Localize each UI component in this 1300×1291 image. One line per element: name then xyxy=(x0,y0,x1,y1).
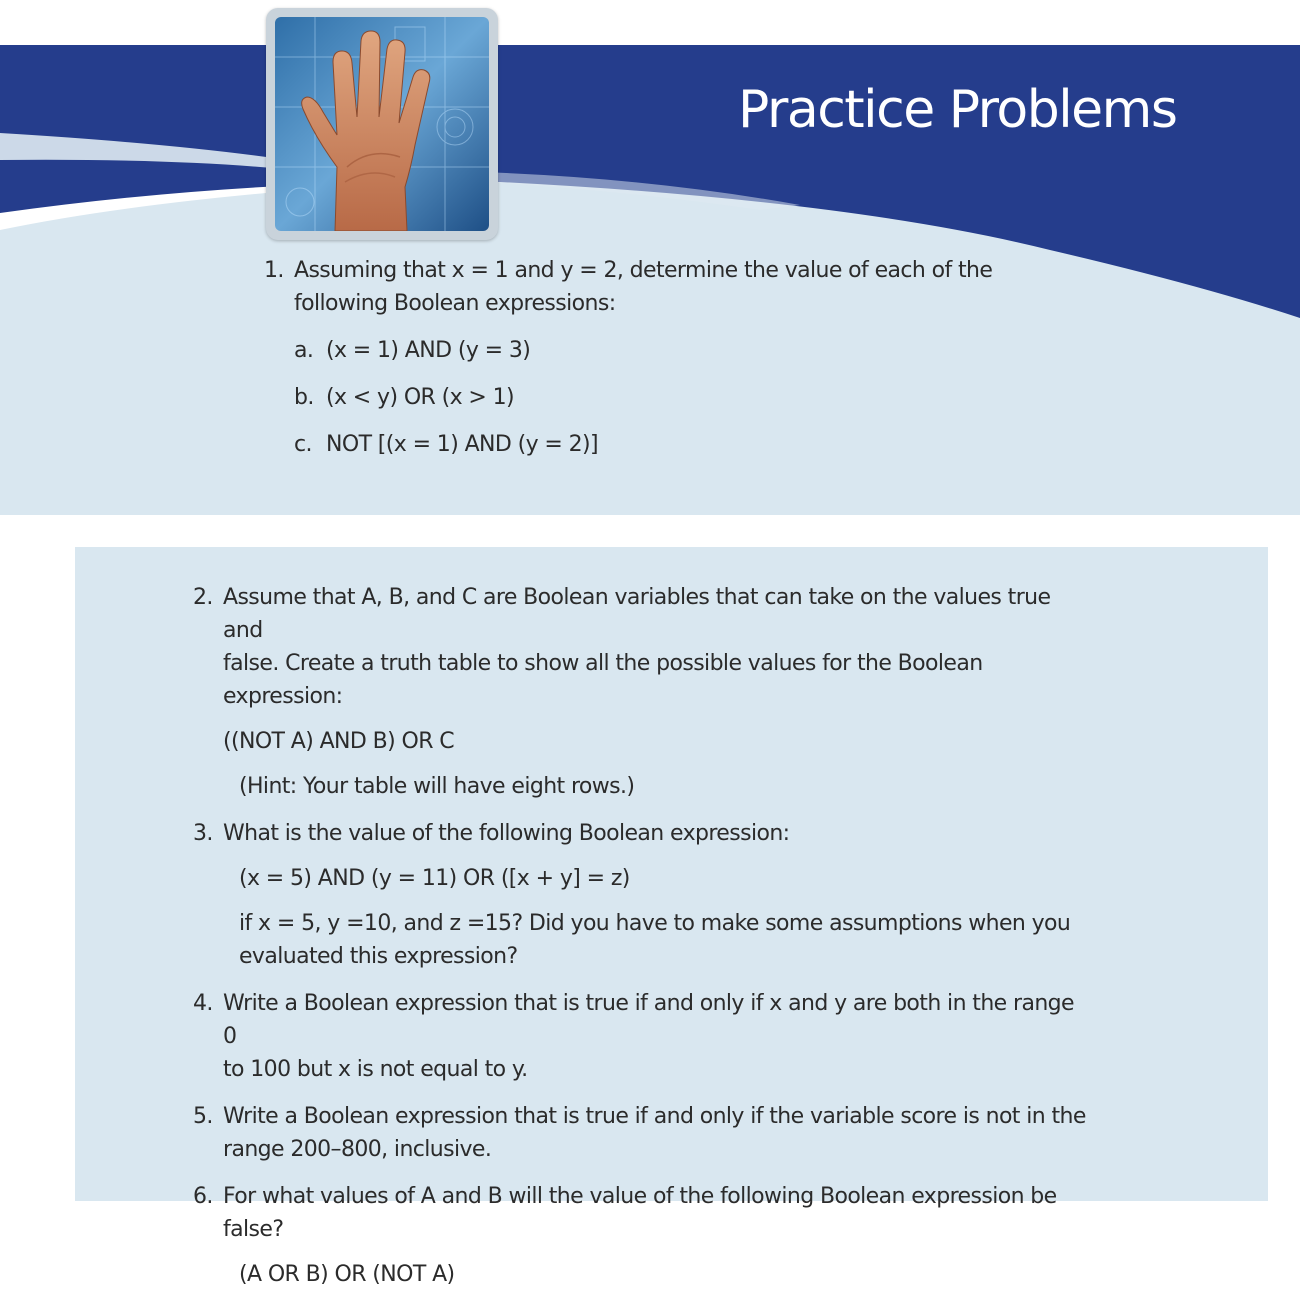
problem-1 xyxy=(264,254,1024,461)
problem-4 xyxy=(193,987,1093,1086)
problem-text: if x = 5, y =10, and z =15? Did you have to make some assumptions when you xyxy=(239,911,1071,936)
expression: (x = 1) AND (y = 3) xyxy=(326,338,531,363)
problem-text: Assuming that x = 1 and y = 2, determine the value of each of the xyxy=(294,258,993,283)
expression: NOT [(x = 1) AND (y = 2)] xyxy=(326,432,599,457)
problem-number: 6. xyxy=(193,1184,213,1209)
problem-text: What is the value of the following Boolean expression: xyxy=(223,821,790,846)
sub-item-b xyxy=(294,381,1024,414)
expression: ((NOT A) AND B) OR C xyxy=(223,729,455,754)
sub-label: a. xyxy=(294,338,314,363)
problem-text: Assume that A, B, and C are Boolean variables that can take on the values true and xyxy=(223,585,1051,643)
problem-text: following Boolean expressions: xyxy=(294,291,616,316)
hand-scan-illustration xyxy=(275,17,489,231)
hand-scan-image xyxy=(266,8,498,240)
problem-number: 5. xyxy=(193,1104,213,1129)
problem-3 xyxy=(193,817,1093,973)
problem-number: 2. xyxy=(193,585,213,610)
problem-number: 3. xyxy=(193,821,213,846)
problem-text: range 200–800, inclusive. xyxy=(223,1137,492,1162)
expression: (A OR B) OR (NOT A) xyxy=(239,1262,455,1287)
problem-2 xyxy=(193,581,1093,803)
expression: (x = 5) AND (y = 11) OR ([x + y] = z) xyxy=(239,866,630,891)
problem-6 xyxy=(193,1180,1093,1291)
problem-number: 1. xyxy=(264,258,284,283)
problems-list xyxy=(193,581,1093,1291)
problem-5 xyxy=(193,1100,1093,1166)
expression: (x < y) OR (x > 1) xyxy=(326,385,515,410)
hint-text: (Hint: Your table will have eight rows.) xyxy=(239,774,635,799)
sub-label: c. xyxy=(294,432,312,457)
problem-text: Write a Boolean expression that is true if and only if x and y are both in the range 0 xyxy=(223,991,1074,1049)
page-title: Practice Problems xyxy=(738,80,1177,140)
problem-text: evaluated this expression? xyxy=(239,944,518,969)
sub-item-a xyxy=(294,334,1024,367)
problem-text: Write a Boolean expression that is true if and only if the variable score is not in the xyxy=(223,1104,1086,1129)
problem-text: false. Create a truth table to show all the possible values for the Boolean expression: xyxy=(223,651,983,709)
sub-label: b. xyxy=(294,385,314,410)
problem-text: For what values of A and B will the value of the following Boolean expression be false? xyxy=(223,1184,1057,1242)
problem-text: to 100 but x is not equal to y. xyxy=(223,1057,528,1082)
sub-item-c xyxy=(294,428,1024,461)
problems-panel xyxy=(75,547,1268,1287)
problem-number: 4. xyxy=(193,991,213,1016)
